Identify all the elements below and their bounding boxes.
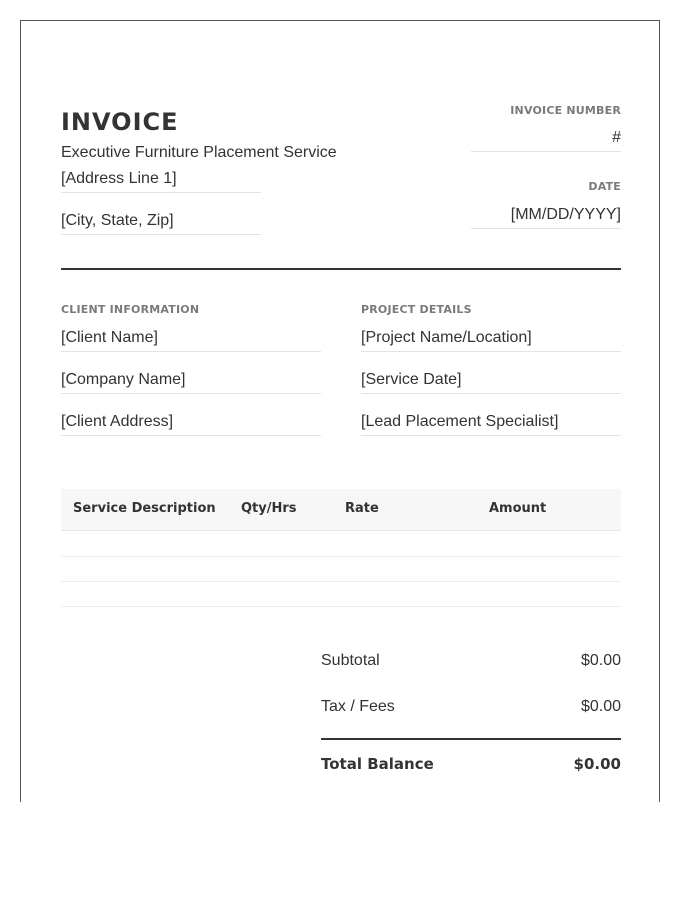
invoice-number-field[interactable]: # xyxy=(471,127,621,152)
service-date-field[interactable]: [Service Date] xyxy=(361,369,621,394)
project-details-heading: PROJECT DETAILS xyxy=(361,303,472,316)
table-row[interactable] xyxy=(61,583,621,607)
invoice-number-label: INVOICE NUMBER xyxy=(510,104,621,117)
address-line-1-field[interactable]: [Address Line 1] xyxy=(61,168,261,193)
header-divider xyxy=(61,268,621,270)
invoice-title: INVOICE xyxy=(61,108,179,136)
tax-fees-value: $0.00 xyxy=(580,698,621,715)
lead-specialist-field[interactable]: [Lead Placement Specialist] xyxy=(361,411,621,436)
subtotal-label: Subtotal xyxy=(321,652,380,669)
client-address-field[interactable]: [Client Address] xyxy=(61,411,321,436)
column-header-qty-hrs: Qty/Hrs xyxy=(241,501,297,516)
column-header-amount: Amount xyxy=(489,501,547,516)
services-table-header xyxy=(61,489,621,531)
client-name-field[interactable]: [Client Name] xyxy=(61,327,321,352)
table-row[interactable] xyxy=(61,533,621,557)
total-divider xyxy=(321,738,621,740)
company-name: Executive Furniture Placement Service xyxy=(61,144,337,161)
project-name-location-field[interactable]: [Project Name/Location] xyxy=(361,327,621,352)
total-balance-label: Total Balance xyxy=(321,755,434,773)
column-header-service-description: Service Description xyxy=(73,501,216,516)
company-name-field[interactable]: [Company Name] xyxy=(61,369,321,394)
column-header-rate: Rate xyxy=(345,501,379,516)
tax-fees-label: Tax / Fees xyxy=(321,698,395,715)
invoice-sheet xyxy=(20,20,660,802)
date-label: DATE xyxy=(588,180,621,193)
subtotal-value: $0.00 xyxy=(580,652,621,669)
table-row[interactable] xyxy=(61,558,621,582)
date-field[interactable]: [MM/DD/YYYY] xyxy=(471,204,621,229)
total-balance-value: $0.00 xyxy=(573,755,621,773)
city-state-zip-field[interactable]: [City, State, Zip] xyxy=(61,210,261,235)
client-info-heading: CLIENT INFORMATION xyxy=(61,303,200,316)
